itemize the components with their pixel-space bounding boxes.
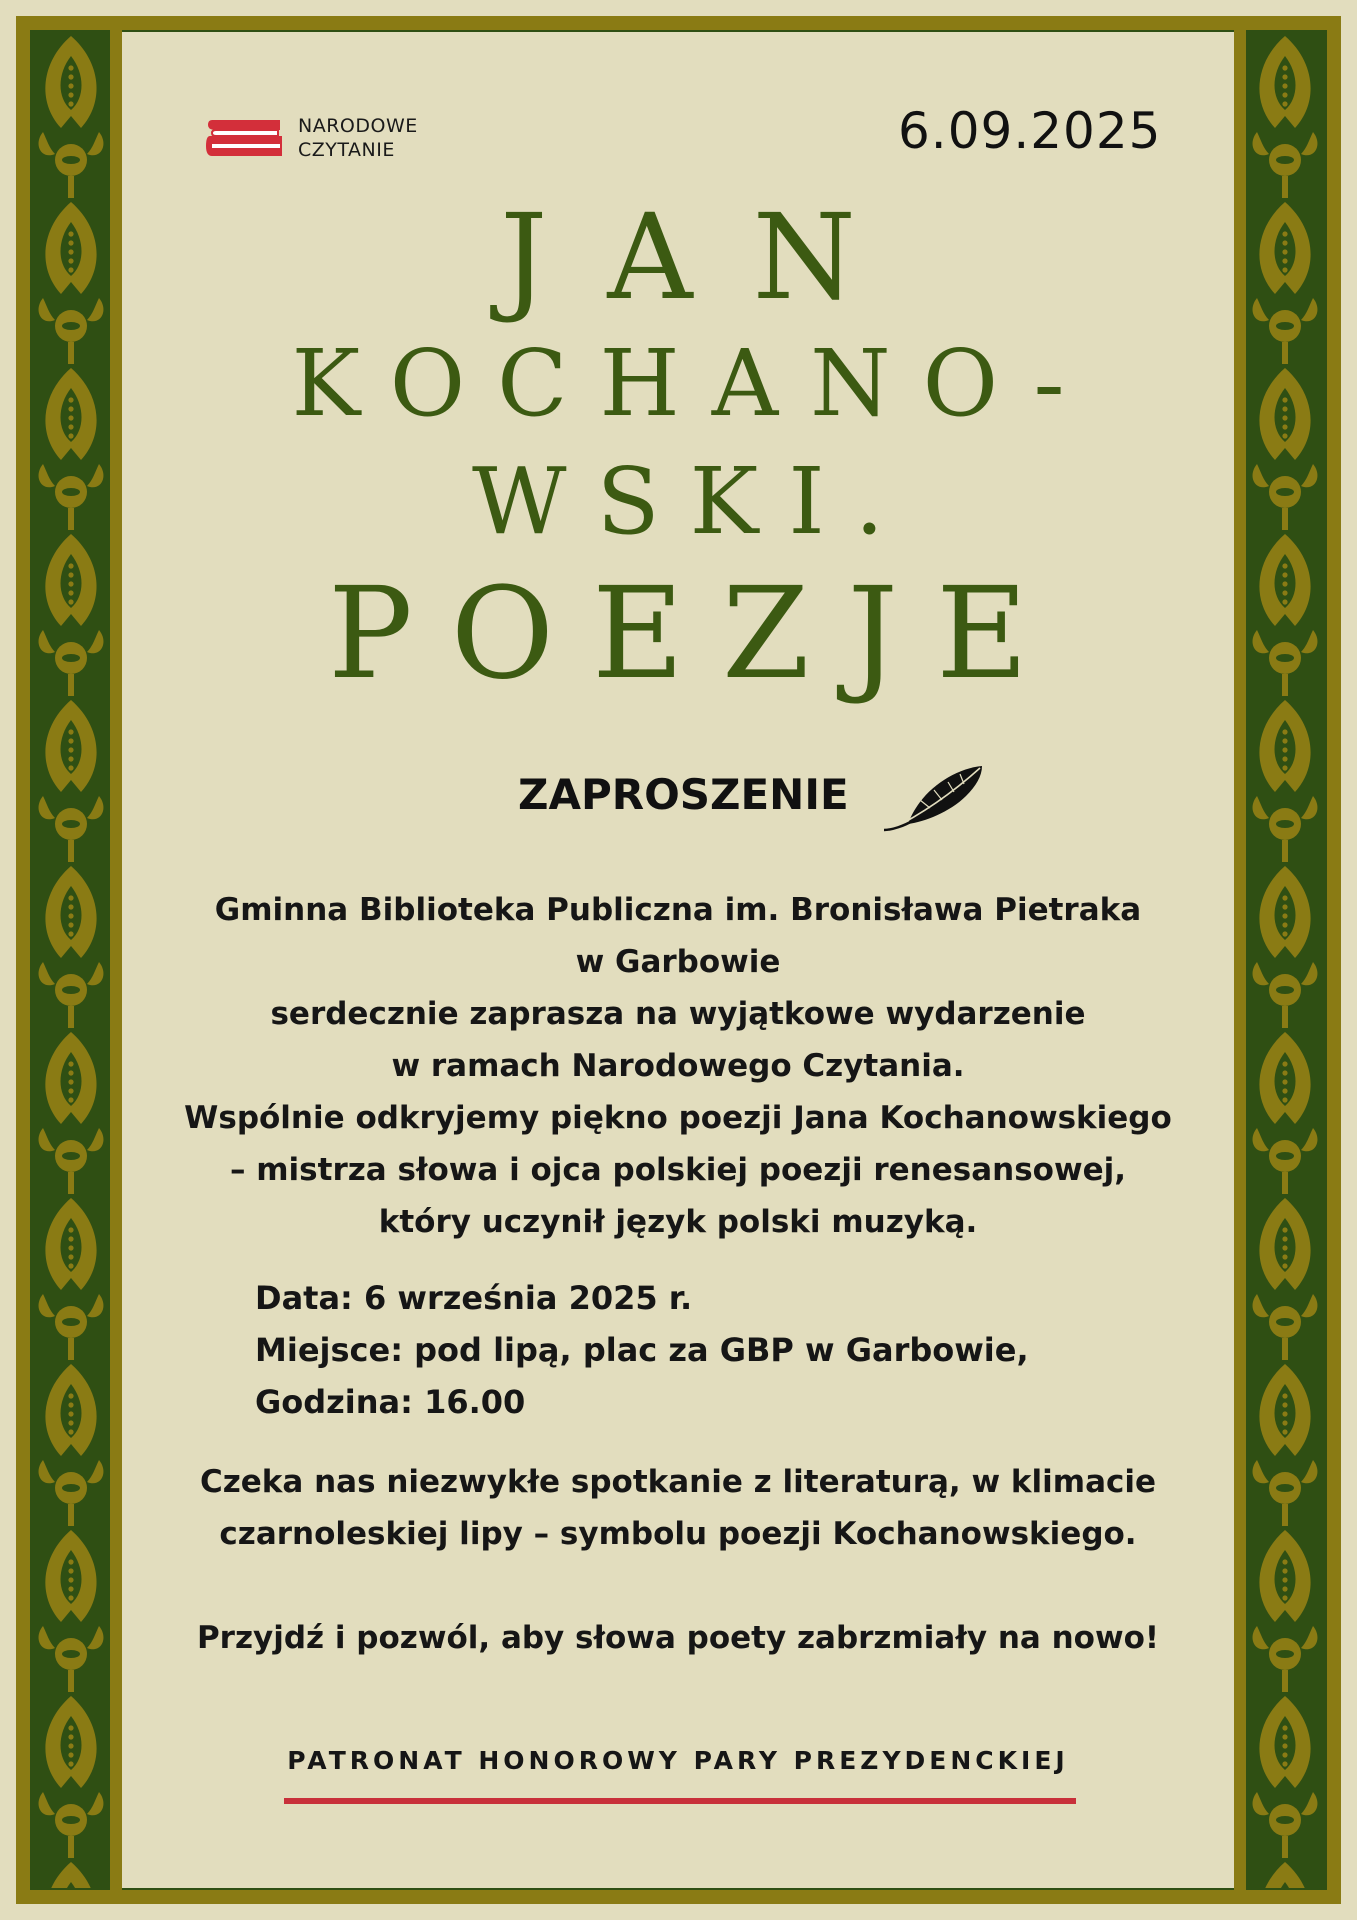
ornament-dot — [68, 101, 73, 106]
body-line: Wspólnie odkryjemy piękno poezji Jana Kochanowskiego — [184, 1100, 1172, 1136]
ornament-dot — [68, 590, 73, 595]
ornament-dot — [1282, 1761, 1287, 1766]
ornament-bulb-core — [62, 1152, 80, 1160]
ornament-bulb-core — [1276, 654, 1294, 662]
ornament-dot — [1282, 1088, 1287, 1093]
ornament-stem — [68, 1504, 74, 1526]
details-place: Miejsce: pod lipą, plac za GBP w Garbowie, — [255, 1331, 1029, 1369]
ornament-stem — [1282, 1670, 1288, 1692]
ornament-bulb-core — [62, 1650, 80, 1658]
ornament-dot — [68, 931, 73, 936]
ornament-dot — [1282, 931, 1287, 936]
narodowe-czytanie-logo — [202, 112, 462, 166]
ornament-stem — [1282, 1006, 1288, 1028]
ornament-dot — [1282, 1411, 1287, 1416]
ornament-dot — [1282, 904, 1287, 909]
ornament-dot — [68, 249, 73, 254]
ornament-dot — [68, 231, 73, 236]
ornament-bulb-core — [1276, 488, 1294, 496]
ornament-dot — [68, 406, 73, 411]
ornament-dot — [68, 1088, 73, 1093]
ornament-stem — [68, 1836, 74, 1858]
ornament-dot — [1282, 895, 1287, 900]
ornament-dot — [68, 599, 73, 604]
ornament-dot — [1282, 1734, 1287, 1739]
ornament-bulb-core — [1276, 1484, 1294, 1492]
body-line: w Garbowie — [575, 944, 781, 980]
body-line: który uczynił język polski muzyką. — [378, 1204, 978, 1240]
ornament-bulb-core — [1276, 1816, 1294, 1824]
body-line: w ramach Narodowego Czytania. — [391, 1048, 965, 1084]
ornament-dot — [1282, 415, 1287, 420]
ornament-dot — [68, 1236, 73, 1241]
ornament-stem — [1282, 1172, 1288, 1194]
ornament-dot — [68, 922, 73, 927]
closing-line: Czeka nas niezwykłe spotkanie z literaturą, w klimacie — [199, 1464, 1157, 1500]
ornament-dot — [1282, 1263, 1287, 1268]
ornament-dot — [1282, 240, 1287, 245]
ornament-stem — [1282, 176, 1288, 198]
closing-text — [140, 1456, 1216, 1560]
ornament-dot — [1282, 1254, 1287, 1259]
ornament-dot — [1282, 913, 1287, 918]
ornament-dot — [68, 433, 73, 438]
ornament-dot — [1282, 101, 1287, 106]
ornament-dot — [1282, 590, 1287, 595]
ornament-stem — [1282, 840, 1288, 862]
ornament-dot — [1282, 1061, 1287, 1066]
ornament-dot — [68, 1263, 73, 1268]
ornament-dot — [68, 65, 73, 70]
ornament-bulb-core — [1276, 156, 1294, 164]
ornament-dot — [68, 1079, 73, 1084]
ornament-dot — [1282, 1245, 1287, 1250]
ornament-dot — [68, 1402, 73, 1407]
ornament-dot — [1282, 581, 1287, 586]
ornament-dot — [68, 563, 73, 568]
ornament-dot — [1282, 1420, 1287, 1425]
tulip-ornament-icon — [32, 32, 110, 1888]
ornament-bulb-core — [1276, 820, 1294, 828]
title-line-3: WSKI. — [472, 448, 914, 555]
ornament-stem — [68, 674, 74, 696]
tulip-ornament-icon — [1246, 32, 1324, 1888]
ornament-dot — [68, 1595, 73, 1600]
ornament-dot — [1282, 1393, 1287, 1398]
ornament-dot — [68, 1393, 73, 1398]
ornament-dot — [1282, 765, 1287, 770]
ornament-bulb-core — [1276, 1318, 1294, 1326]
ornament-bulb-core — [62, 1484, 80, 1492]
ornament-stem — [1282, 1836, 1288, 1858]
ornament-stem — [1282, 1504, 1288, 1526]
ornament-stem — [68, 1338, 74, 1360]
ornament-bulb-core — [62, 986, 80, 994]
ornament-dot — [68, 424, 73, 429]
ornament-dot — [68, 747, 73, 752]
ornament-dot — [1282, 599, 1287, 604]
invitation-body — [140, 884, 1216, 1248]
ornament-dot — [1282, 729, 1287, 734]
ornament-dot — [68, 1227, 73, 1232]
ornament-dot — [1282, 1097, 1287, 1102]
closing-line: czarnoleskiej lipy – symbolu poezji Kochanowskiego. — [219, 1516, 1137, 1552]
ornament-stem — [68, 508, 74, 530]
ornament-strip-right — [1246, 32, 1324, 1888]
ornament-dot — [1282, 267, 1287, 272]
ornament-dot — [68, 895, 73, 900]
ornament-stem — [68, 1006, 74, 1028]
ornament-stem — [1282, 342, 1288, 364]
ornament-dot — [68, 258, 73, 263]
ornament-dot — [68, 1070, 73, 1075]
ornament-dot — [68, 913, 73, 918]
ornament-dot — [68, 1568, 73, 1573]
ornament-dot — [1282, 1752, 1287, 1757]
ornament-dot — [68, 1411, 73, 1416]
ornament-stem — [68, 176, 74, 198]
ornament-dot — [68, 1725, 73, 1730]
frame-gold-edge-left — [110, 30, 122, 1890]
ornament-dot — [1282, 1236, 1287, 1241]
ornament-stem — [68, 1172, 74, 1194]
ornament-dot — [1282, 249, 1287, 254]
ornament-dot — [1282, 83, 1287, 88]
ornament-dot — [1282, 922, 1287, 927]
event-date: 6.09.2025 — [898, 102, 1162, 160]
ornament-dot — [68, 1097, 73, 1102]
ornament-dot — [1282, 1577, 1287, 1582]
ornament-dot — [1282, 424, 1287, 429]
ornament-dot — [1282, 1568, 1287, 1573]
ornament-dot — [68, 1245, 73, 1250]
ornament-dot — [68, 1734, 73, 1739]
ornament-stem — [68, 840, 74, 862]
details-time: Godzina: 16.00 — [255, 1383, 526, 1421]
ornament-stem — [1282, 1338, 1288, 1360]
ornament-dot — [1282, 747, 1287, 752]
ornament-dot — [68, 240, 73, 245]
ornament-bulb-core — [1276, 1152, 1294, 1160]
ornament-bulb-core — [62, 654, 80, 662]
ornament-bulb-core — [62, 1318, 80, 1326]
ornament-bulb-core — [62, 820, 80, 828]
ornament-dot — [68, 74, 73, 79]
ornament-dot — [68, 1752, 73, 1757]
ornament-dot — [68, 1761, 73, 1766]
body-line: Gminna Biblioteka Publiczna im. Bronisława Pietraka — [214, 892, 1142, 928]
ornament-dot — [1282, 65, 1287, 70]
ornament-bulb-core — [1276, 986, 1294, 994]
ornament-dot — [68, 581, 73, 586]
ornament-dot — [1282, 1743, 1287, 1748]
ornament-dot — [1282, 738, 1287, 743]
ornament-bulb-core — [1276, 322, 1294, 330]
ornament-dot — [1282, 1070, 1287, 1075]
ornament-dot — [68, 1559, 73, 1564]
ornament-dot — [68, 415, 73, 420]
ornament-dot — [1282, 563, 1287, 568]
body-line: serdecznie zaprasza na wyjątkowe wydarzenie — [270, 996, 1086, 1032]
title-line-1: JAN — [500, 188, 916, 326]
book-icon — [202, 114, 286, 162]
ornament-dot — [1282, 1079, 1287, 1084]
ornament-dot — [68, 1429, 73, 1434]
honorary-patronage: PATRONAT HONOROWY PARY PREZYDENCKIEJ — [287, 1746, 1069, 1775]
ornament-stem — [68, 342, 74, 364]
ornament-dot — [68, 267, 73, 272]
ornament-dot — [1282, 74, 1287, 79]
ornament-dot — [1282, 1402, 1287, 1407]
logo-line-1: NARODOWE — [298, 115, 418, 137]
invitation-heading: ZAPROSZENIE — [518, 770, 849, 819]
ornament-bulb-core — [62, 322, 80, 330]
ornament-dot — [1282, 231, 1287, 236]
ornament-dot — [1282, 1725, 1287, 1730]
ornament-dot — [68, 92, 73, 97]
ornament-dot — [68, 1577, 73, 1582]
title-line-2: KOCHANO- — [291, 330, 1097, 437]
ornament-dot — [68, 1586, 73, 1591]
ornament-strip-left — [32, 32, 110, 1888]
logo-line-2: CZYTANIE — [298, 139, 395, 161]
ornament-dot — [1282, 1586, 1287, 1591]
ornament-bulb-core — [62, 488, 80, 496]
ornament-dot — [1282, 756, 1287, 761]
call-to-action: Przyjdź i pozwól, aby słowa poety zabrzmiały na nowo! — [196, 1620, 1160, 1656]
details-date: Data: 6 września 2025 r. — [255, 1279, 693, 1317]
ornament-bulb-core — [1276, 1650, 1294, 1658]
ornament-stem — [1282, 508, 1288, 530]
ornament-dot — [1282, 258, 1287, 263]
ornament-dot — [68, 1061, 73, 1066]
logo-text — [298, 114, 418, 162]
body-line: – mistrza słowa i ojca polskiej poezji renesansowej, — [229, 1152, 1127, 1188]
feather-icon — [880, 760, 990, 840]
ornament-dot — [68, 1254, 73, 1259]
ornament-stem — [1282, 674, 1288, 696]
ornament-dot — [1282, 572, 1287, 577]
ornament-stem — [68, 1670, 74, 1692]
ornament-dot — [1282, 1559, 1287, 1564]
ornament-dot — [1282, 406, 1287, 411]
ornament-dot — [1282, 1429, 1287, 1434]
title-line-4: POEZJE — [327, 560, 1067, 707]
ornament-dot — [68, 904, 73, 909]
ornament-dot — [1282, 1227, 1287, 1232]
event-details — [255, 1272, 1029, 1428]
red-underline — [284, 1798, 1076, 1804]
frame-gold-edge-right — [1234, 30, 1246, 1890]
ornament-dot — [1282, 92, 1287, 97]
ornament-dot — [68, 738, 73, 743]
ornament-bulb-core — [62, 156, 80, 164]
ornament-bulb-core — [62, 1816, 80, 1824]
ornament-dot — [1282, 397, 1287, 402]
ornament-dot — [68, 756, 73, 761]
ornament-dot — [68, 83, 73, 88]
ornament-dot — [68, 1743, 73, 1748]
ornament-dot — [68, 397, 73, 402]
ornament-dot — [1282, 433, 1287, 438]
ornament-dot — [68, 1420, 73, 1425]
ornament-dot — [68, 572, 73, 577]
ornament-dot — [68, 765, 73, 770]
ornament-dot — [1282, 1595, 1287, 1600]
ornament-dot — [68, 729, 73, 734]
